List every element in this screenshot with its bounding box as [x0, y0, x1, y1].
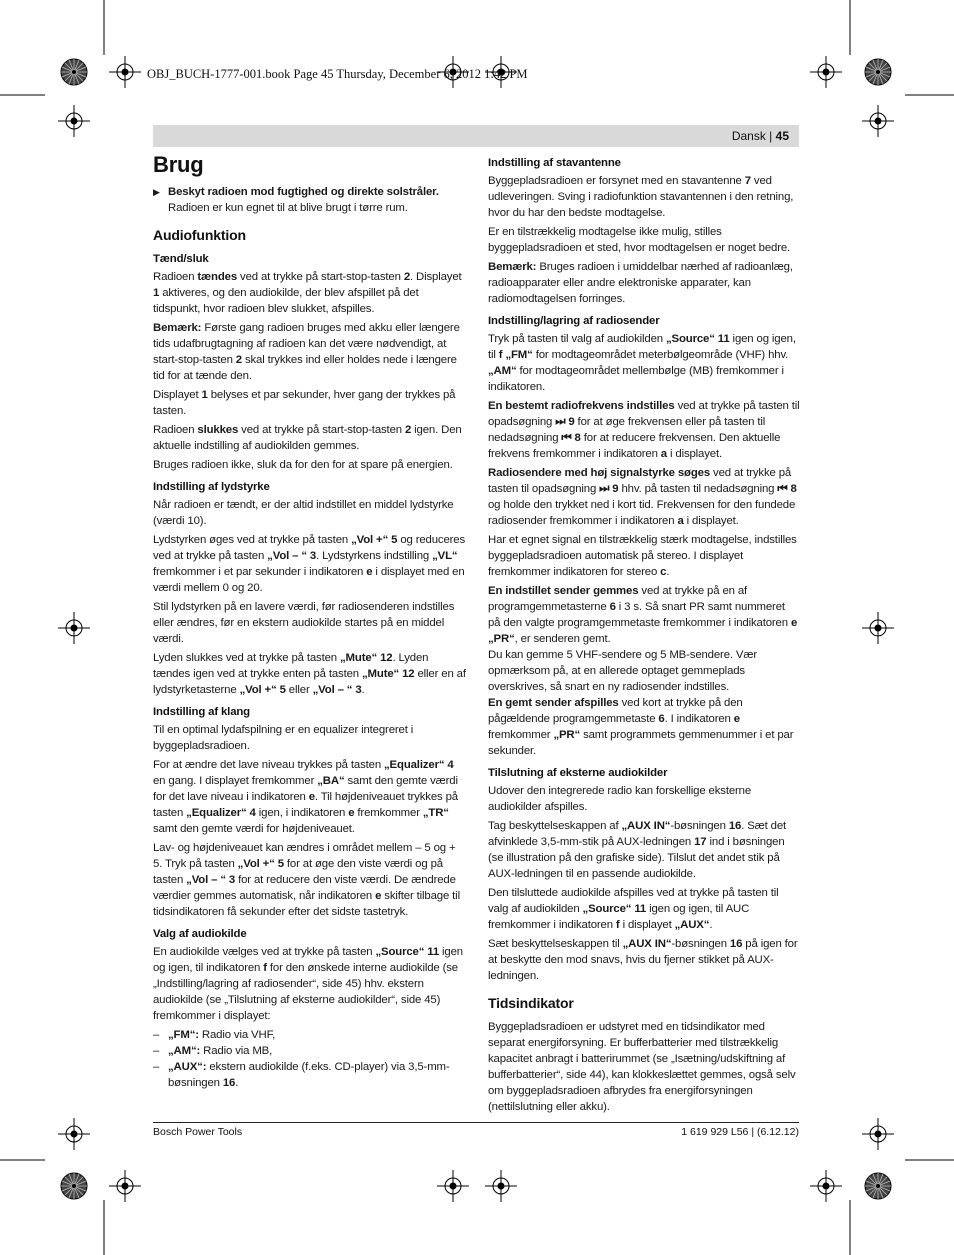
- left-column: [153, 184, 466, 1091]
- registration-star-top-left: [61, 59, 87, 85]
- crosshair-left-3: [58, 1118, 90, 1150]
- paragraph: En gemt sender afspilles ved kort at trykke på den pågældende programgemmetaste 6. I indikatoren e fremkommer „PR“ samt programmets gemmenummer i et par sekunder.: [488, 697, 794, 757]
- crosshair-left-2: [58, 612, 90, 644]
- paragraph: En indstillet sender gemmes ved at trykke på en af programgemmetasterne 6 i 3 s. Så snart PR samt nummeret på den valgte programgemmetaste fremkommer i indikatoren e „PR“, er senderen gemt.: [488, 585, 798, 645]
- list-item: – „AM“: Radio via MB,: [153, 1045, 273, 1057]
- paragraph: Radioen slukkes ved at trykke på start-stop-tasten 2 igen. Den aktuelle indstilling af audiokilden gemmes.: [153, 424, 462, 452]
- paragraph: Sæt beskyttelseskappen til „AUX IN“-bøsningen 16 på igen for at beskytte den mod snavs, hvis du fjerner stikket på AUX-ledningen.: [488, 938, 798, 982]
- list-item: – „FM“: Radio via VHF,: [153, 1029, 276, 1041]
- note-paragraph: Bemærk: Bruges radioen i umiddelbar nærhed af radioanlæg, radioapparater eller andre elektroniske apparater, kan radiomodtagelsen forringes.: [488, 261, 793, 305]
- paragraph: Udover den integrerede radio kan forskellige eksterne audiokilder afspilles.: [488, 785, 752, 813]
- safety-warning: ▶ Beskyt radioen mod fugtighed og direkte solstråler. Radioen er kun egnet til at blive brugt i tørre rum.: [153, 186, 439, 214]
- crosshair-top-1: [109, 56, 141, 88]
- paragraph: Radioen tændes ved at trykke på start-stop-tasten 2. Displayet 1 aktiveres, og den audiokilde, der blev afspillet på det tidspunkt, hvor radioen blev slukket, afspilles.: [153, 271, 462, 315]
- footer-brand: Bosch Power Tools: [153, 1126, 243, 1138]
- paragraph: Når radioen er tændt, er der altid indstillet en middel lydstyrke (værdi 10).: [153, 499, 454, 527]
- paragraph: Displayet 1 belyses et par sekunder, hver gang der trykkes på tasten.: [153, 389, 456, 417]
- paragraph: Byggepladsradioen er udstyret med en tidsindikator med separat energiforsyning. Er bufferbatterier med tilstrækkelig kapacitet anbragt i batterirummet (se „Isætning/udskiftning af bufferbatterier“, side 44), kan klokkeslættet gemmes, også selv om byggepladsradioen afbrydes fra energiforsyningen (nettilslutning eller akku).: [488, 1021, 796, 1113]
- print-slug: OBJ_BUCH-1777-001.book Page 45 Thursday, December 6, 2012 1:42 PM: [147, 67, 528, 81]
- source-list: [153, 1027, 466, 1091]
- paragraph: Tryk på tasten til valg af audiokilden „Source“ 11 igen og igen, til f „FM“ for modtageområdet meterbølgeområde (VHF) hhv. „AM“ for modtageområdet mellembølge (MB) fremkommer i indikatoren.: [488, 333, 796, 393]
- registration-star-bottom-left: [61, 1173, 87, 1199]
- paragraph: Bruges radioen ikke, sluk da for den for at spare på energien.: [153, 459, 453, 471]
- crosshair-bottom-1: [109, 1170, 141, 1202]
- section-heading-audiofunktion: Audiofunktion: [153, 227, 246, 243]
- paragraph: Du kan gemme 5 VHF-sendere og 5 MB-sendere. Vær opmærksom på, at en allerede optaget gemmeplads overskrives, så snart en ny radiosender indstilles.: [488, 649, 757, 693]
- footer-rule: [153, 1122, 799, 1123]
- section-heading-tidsindikator: Tidsindikator: [488, 995, 574, 1011]
- paragraph: Til en optimal lydafspilning er en equalizer integreret i byggepladsradioen.: [153, 724, 414, 752]
- registration-star-bottom-right: [865, 1173, 891, 1199]
- crosshair-bottom-4: [810, 1170, 842, 1202]
- paragraph: Er en tilstrækkelig modtagelse ikke mulig, stilles byggepladsradioen et sted, hvor modtagelsen er noget bedre.: [488, 226, 791, 254]
- crosshair-right-2: [862, 612, 894, 644]
- page-number: 45: [775, 129, 789, 143]
- subheading-stavantenne: Indstilling af stavantenne: [488, 157, 621, 169]
- list-item: – „AUX“: ekstern audiokilde (f.eks. CD-player) via 3,5-mm-bøsningen 16.: [153, 1061, 450, 1089]
- subheading-klang: Indstilling af klang: [153, 706, 250, 718]
- triangle-bullet-icon: ▶: [153, 187, 160, 197]
- note-paragraph: Bemærk: Første gang radioen bruges med akku eller længere tids udafbrugtagning af radioen kan det være nødvendigt, at start-stop-tasten 2 skal trykkes ind eller holdes nede i længere tid for at tænde den.: [153, 322, 460, 382]
- subheading-eksterne-audiokilder: Tilslutning af eksterne audiokilder: [488, 767, 668, 779]
- paragraph: Radiosendere med høj signalstyrke søges ved at trykke på tasten til opadsøgning ⏭ 9 hhv. på tasten til nedadsøgning ⏮ 8 og holde den trykket ned i kort tid. Frekvensen for den fundede radiosender fremkommer i indikatoren a i displayet.: [488, 467, 797, 527]
- paragraph: Har et egnet signal en tilstrækkelig stærk modtagelse, indstilles byggepladsradioen automatisk på stereo. I displayet fremkommer indikatoren for stereo c.: [488, 534, 797, 578]
- crosshair-bottom-2: [437, 1170, 469, 1202]
- header-language-page: Dansk | 45: [731, 129, 789, 143]
- paragraph: En bestemt radiofrekvens indstilles ved at trykke på tasten til opadsøgning ⏭ 9 for at øge frekvensen eller på tasten til nedadsøgning ⏮ 8 for at reducere frekvensen. Den aktuelle frekvens fremkommer i indikatoren a i displayet.: [488, 400, 800, 460]
- paragraph: Den tilsluttede audiokilde afspilles ved at trykke på tasten til valg af audiokilden „Source“ 11 igen og igen, til AUC fremkommer i indikatoren f i displayet „AUX“.: [488, 887, 779, 931]
- paragraph: En audiokilde vælges ved at trykke på tasten „Source“ 11 igen og igen, til indikatoren f for den ønskede interne audiokilde (se „Indstilling/lagring af radiosender“, side 45) hhv. ekstern audiokilde (se „Tilslutning af eksterne audiokilder“, side 45) fremkommer i displayet:: [153, 946, 463, 1022]
- subheading-lydstyrke: Indstilling af lydstyrke: [153, 481, 270, 493]
- subheading-taend-sluk: Tænd/sluk: [153, 253, 209, 265]
- crosshair-bottom-3: [485, 1170, 517, 1202]
- crosshair-left-1: [58, 105, 90, 137]
- paragraph: Lydstyrken øges ved at trykke på tasten „Vol +“ 5 og reduceres ved at trykke på tasten „Vol – “ 3. Lydstyrkens indstilling „VL“ fremkommer i et par sekunder i indikatoren e i displayet med en værdi mellem 0 og 20.: [153, 534, 466, 594]
- paragraph: Byggepladsradioen er forsynet med en stavantenne 7 ved udleveringen. Sving i radiofunktion stavantennen i den retning, hvor du har den bedste modtagelse.: [488, 175, 794, 219]
- paragraph: Lav- og højdeniveauet kan ændres i området mellem – 5 og + 5. Tryk på tasten „Vol +“ 5 for at øge den viste værdi og på tasten „Vol – “ 3 for at reducere den viste værdi. De ændrede værdier gemmes automatisk, når indikatoren e skifter tilbage til tidsindikatoren få sekunder efter det sidste tastetryk.: [153, 842, 460, 918]
- crosshair-right-1: [862, 105, 894, 137]
- subheading-radiosender: Indstilling/lagring af radiosender: [488, 315, 660, 327]
- footer-doc-number: 1 619 929 L56 | (6.12.12): [681, 1126, 799, 1138]
- paragraph: Tag beskyttelseskappen af „AUX IN“-bøsningen 16. Sæt det afvinklede 3,5-mm-stik på AUX-ledningen 17 ind i bøsningen (se illustration på den grafiske side). Tilslut det andet stik på AUX-ledningen til en passende audiokilde.: [488, 820, 787, 880]
- page-header: [153, 125, 799, 147]
- page-title: Brug: [153, 152, 204, 177]
- paragraph: For at ændre det lave niveau trykkes på tasten „Equalizer“ 4 en gang. I displayet fremkommer „BA“ samt den gemte værdi for det lave niveau i indikatoren e. Til højdeniveauet trykkes på tasten „Equalizer“ 4 igen, i indikatoren e fremkommer „TR“ samt den gemte værdi for højdeniveauet.: [153, 759, 458, 835]
- paragraph: Lyden slukkes ved at trykke på tasten „Mute“ 12. Lyden tændes igen ved at trykke enten på tasten „Mute“ 12 eller en af lydstyrketasterne „Vol +“ 5 eller „Vol – “ 3.: [153, 652, 466, 696]
- paragraph: Stil lydstyrken på en lavere værdi, før radiosenderen indstilles eller ændres, før en ekstern audiokilde startes på en middel værdi.: [153, 601, 455, 645]
- right-column: [488, 155, 800, 1118]
- crosshair-right-3: [862, 1118, 894, 1150]
- subheading-audiokilde: Valg af audiokilde: [153, 928, 247, 940]
- registration-star-top-right: [865, 59, 891, 85]
- crosshair-top-4: [810, 56, 842, 88]
